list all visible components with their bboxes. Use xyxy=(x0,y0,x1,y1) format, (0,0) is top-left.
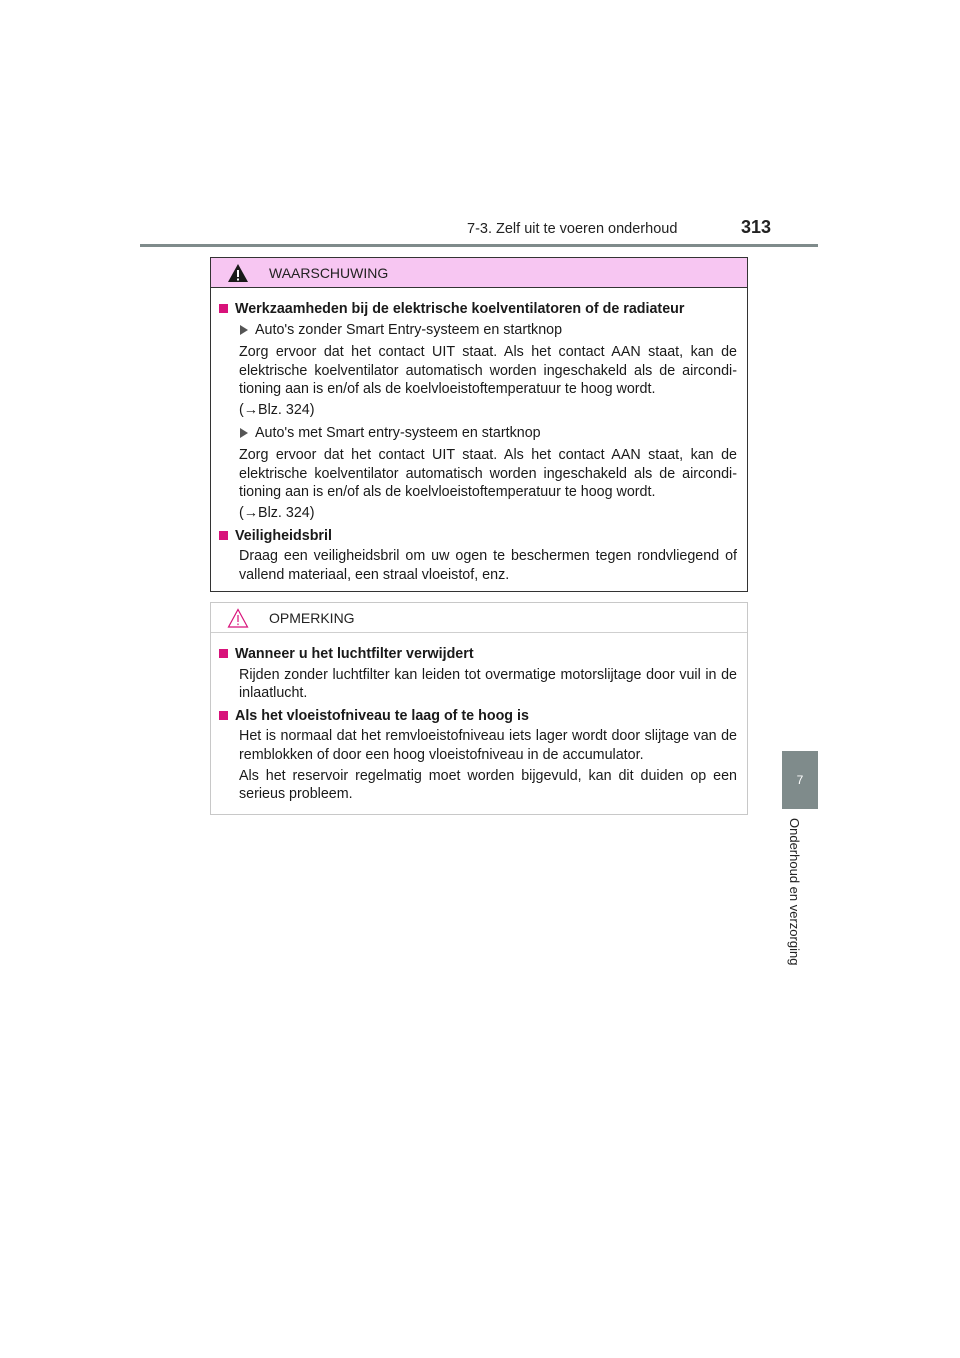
item-title-text: Werkzaamheden bij de elektrische koelventilatoren of de radiateur xyxy=(235,301,685,317)
paragraph: Rijden zonder luchtfilter kan leiden tot overmatige motorslijtage door vuil in de inlaatlucht. xyxy=(239,666,737,702)
triangle-bullet-icon xyxy=(239,427,249,439)
page-reference[interactable]: (→Blz. 324) xyxy=(239,504,315,521)
paragraph: Draag een veiligheidsbril om uw ogen te beschermen tegen rondvliegend of vallend materiaal, een straal vloeistof, enz. xyxy=(239,548,737,583)
warning-item xyxy=(219,527,737,585)
item-title xyxy=(219,527,737,546)
item-title-text: Als het vloeistofniveau te laag of te hoog is xyxy=(235,707,529,724)
square-bullet-icon xyxy=(219,531,228,540)
square-bullet-icon xyxy=(219,649,228,658)
warning-item xyxy=(219,300,737,523)
sub-heading-text: Auto's zonder Smart Entry-systeem en startknop xyxy=(255,321,563,338)
warning-box xyxy=(210,257,748,592)
square-bullet-icon xyxy=(219,711,228,720)
header-divider xyxy=(140,244,818,247)
paragraph: Zorg ervoor dat het contact UIT staat. Als het contact AAN staat, kan de elektrische koelventilator automatisch worden ingeschakeld als de airconditioning aan is en/of als de koelvloeistoftemperatuur te hoog wordt. xyxy=(239,344,737,398)
chapter-number: 7 xyxy=(796,773,804,787)
warning-header xyxy=(211,258,747,288)
warning-triangle-icon xyxy=(227,263,249,283)
notice-item xyxy=(219,707,737,804)
page-reference[interactable]: (→Blz. 324) xyxy=(239,401,315,418)
notice-body xyxy=(211,633,747,804)
notice-box xyxy=(210,602,748,815)
warning-title: WAARSCHUWING xyxy=(269,264,389,281)
chapter-title: Onderhoud en verzorging xyxy=(787,818,802,966)
section-title: 7-3. Zelf uit te voeren onderhoud xyxy=(467,221,678,237)
notice-title: OPMERKING xyxy=(269,609,355,626)
square-bullet-icon xyxy=(219,304,228,313)
item-title-text: Veiligheidsbril xyxy=(235,527,332,544)
paragraph: Zorg ervoor dat het contact UIT staat. Als het contact AAN staat, kan de elektrische koelventilator automatisch worden ingeschakeld als de airconditioning aan is en/of als de koelvloeistoftemperatuur te hoog wordt. xyxy=(239,447,737,501)
caution-outline-icon xyxy=(227,608,249,628)
notice-item xyxy=(219,645,737,703)
item-title xyxy=(219,645,737,664)
item-title-text: Wanneer u het luchtfilter verwijdert xyxy=(235,646,474,662)
chapter-tab[interactable] xyxy=(782,751,818,809)
sub-heading xyxy=(239,321,737,340)
item-title xyxy=(219,707,737,726)
sub-heading-text: Auto's met Smart entry-systeem en startknop xyxy=(255,424,541,441)
paragraph: Als het reservoir regelmatig moet worden bijgevuld, kan dit duiden op een serieus probleem. xyxy=(239,767,737,803)
notice-header xyxy=(211,603,747,633)
paragraph: Het is normaal dat het remvloeistofniveau iets lager wordt door slijtage van de remblokken of door een hoog vloeistofniveau in de accumulator. xyxy=(239,728,737,763)
sub-heading xyxy=(239,424,737,443)
item-content xyxy=(219,321,737,523)
page-number: 313 xyxy=(741,217,772,237)
triangle-bullet-icon xyxy=(239,324,249,336)
item-title xyxy=(219,300,737,319)
warning-body xyxy=(211,288,747,584)
